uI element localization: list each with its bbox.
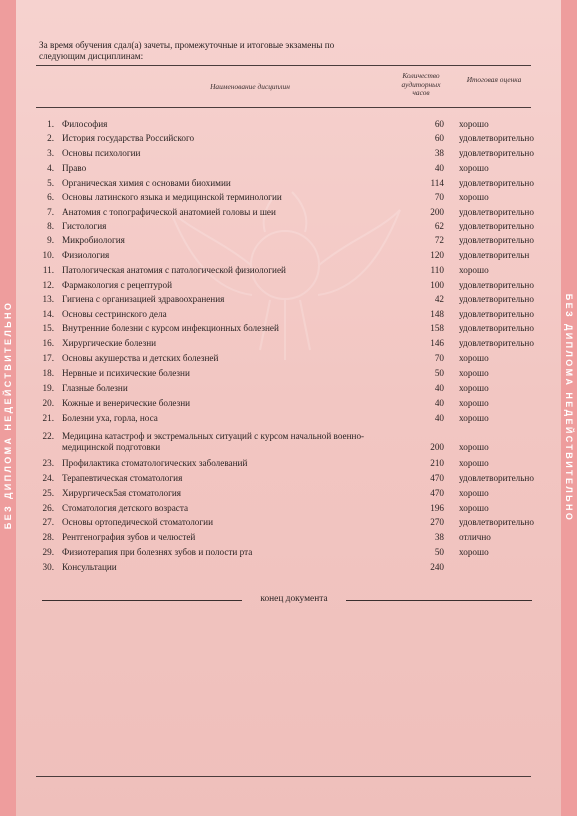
grade-value: удовлетворительно bbox=[459, 235, 534, 245]
grade-value: удовлетворительно bbox=[459, 178, 534, 188]
hours-value: 40 bbox=[434, 383, 444, 393]
end-of-document-label: конец документа bbox=[260, 594, 328, 604]
left-band-text: БЕЗ ДИПЛОМА НЕДЕЙСТВИТЕЛЬНО bbox=[3, 300, 13, 530]
grade-value: удовлетворительно bbox=[459, 323, 534, 333]
discipline-name: Анатомия с топографической анатомией головы и шеи bbox=[62, 207, 276, 217]
hours-value: 470 bbox=[430, 488, 444, 498]
discipline-name: Глазные болезни bbox=[62, 383, 128, 393]
hours-value: 50 bbox=[434, 368, 444, 378]
hours-value: 40 bbox=[434, 398, 444, 408]
row-number: 30. bbox=[42, 562, 54, 572]
row-number: 27. bbox=[42, 517, 54, 527]
hours-value: 62 bbox=[434, 221, 444, 231]
grade-value: удовлетворительно bbox=[459, 294, 534, 304]
discipline-name: Хирургические болезни bbox=[62, 338, 157, 348]
discipline-name: Патологическая анатомия с патологической физиологией bbox=[62, 265, 286, 275]
discipline-name: Кожные и венерические болезни bbox=[62, 398, 191, 408]
grade-value: удовлетворительно bbox=[459, 517, 534, 527]
grade-value: хорошо bbox=[459, 353, 489, 363]
grade-value: удовлетворительно bbox=[459, 221, 534, 231]
hours-value: 470 bbox=[430, 473, 444, 483]
grade-value: удовлетворительно bbox=[459, 473, 534, 483]
grade-value: хорошо bbox=[459, 413, 489, 423]
row-number: 6. bbox=[47, 192, 54, 202]
grade-value: удовлетворительно bbox=[459, 133, 534, 143]
hours-value: 50 bbox=[434, 547, 444, 557]
end-line-right bbox=[346, 600, 532, 601]
discipline-name: Болезни уха, горла, носа bbox=[62, 413, 158, 423]
row-number: 17. bbox=[42, 353, 54, 363]
end-line-left bbox=[42, 600, 242, 601]
row-number: 12. bbox=[42, 280, 54, 290]
hours-value: 72 bbox=[434, 235, 444, 245]
hours-value: 148 bbox=[430, 309, 444, 319]
hours-value: 42 bbox=[434, 294, 444, 304]
discipline-name: Основы сестринского дела bbox=[62, 309, 167, 319]
row-number: 5. bbox=[47, 178, 54, 188]
header-hours: Количество аудиторных часов bbox=[401, 71, 441, 98]
discipline-name: Медицина катастроф и экстремальных ситуаций с курсом начальной военно-медицинской подготовки bbox=[62, 431, 365, 452]
row-number: 22. bbox=[42, 431, 54, 441]
grade-value: хорошо bbox=[459, 119, 489, 129]
grade-value: отлично bbox=[459, 532, 491, 542]
table-top-rule bbox=[36, 65, 531, 66]
grade-value: хорошо bbox=[459, 488, 489, 498]
discipline-name: Основы латинского языка и медицинской терминологии bbox=[62, 192, 282, 202]
hours-value: 70 bbox=[434, 192, 444, 202]
discipline-name: Микробиология bbox=[62, 235, 125, 245]
discipline-name: Терапевтическая стоматология bbox=[62, 473, 183, 483]
row-number: 20. bbox=[42, 398, 54, 408]
row-number: 28. bbox=[42, 532, 54, 542]
discipline-name: Право bbox=[62, 163, 87, 173]
hours-value: 158 bbox=[430, 323, 444, 333]
grade-value: хорошо bbox=[459, 442, 489, 452]
row-number: 14. bbox=[42, 309, 54, 319]
row-number: 8. bbox=[47, 221, 54, 231]
row-number: 1. bbox=[47, 119, 54, 129]
grade-value: хорошо bbox=[459, 458, 489, 468]
hours-value: 100 bbox=[430, 280, 444, 290]
row-number: 23. bbox=[42, 458, 54, 468]
discipline-name: История государства Российского bbox=[62, 133, 195, 143]
discipline-name: Внутренние болезни с курсом инфекционных болезней bbox=[62, 323, 279, 333]
grade-value: хорошо bbox=[459, 383, 489, 393]
discipline-name: Гистология bbox=[62, 221, 107, 231]
grade-value: хорошо bbox=[459, 503, 489, 513]
grade-value: хорошо bbox=[459, 265, 489, 275]
hours-value: 240 bbox=[430, 562, 444, 572]
hours-value: 70 bbox=[434, 353, 444, 363]
header-grade: Итоговая оценка bbox=[466, 75, 522, 84]
grade-value: хорошо bbox=[459, 368, 489, 378]
grade-value: хорошо bbox=[459, 163, 489, 173]
grade-value: удовлетворительно bbox=[459, 309, 534, 319]
row-number: 26. bbox=[42, 503, 54, 513]
hours-value: 60 bbox=[434, 119, 444, 129]
row-number: 9. bbox=[47, 235, 54, 245]
grade-value: удовлетворительно bbox=[459, 280, 534, 290]
discipline-name: Органическая химия с основами биохимии bbox=[62, 178, 231, 188]
grade-value: удовлетворительно bbox=[459, 207, 534, 217]
row-number: 2. bbox=[47, 133, 54, 143]
hours-value: 110 bbox=[430, 265, 444, 275]
discipline-name: Философия bbox=[62, 119, 108, 129]
grade-value: хорошо bbox=[459, 192, 489, 202]
discipline-name: Основы психологии bbox=[62, 148, 141, 158]
row-number: 18. bbox=[42, 368, 54, 378]
grade-value: хорошо bbox=[459, 398, 489, 408]
row-number: 4. bbox=[47, 163, 54, 173]
row-number: 10. bbox=[42, 250, 54, 260]
hours-value: 146 bbox=[430, 338, 444, 348]
discipline-name: Фармакология с рецептурой bbox=[62, 280, 173, 290]
discipline-name: Основы акушерства и детских болезней bbox=[62, 353, 219, 363]
discipline-name: Нервные и психические болезни bbox=[62, 368, 190, 378]
hours-value: 270 bbox=[430, 517, 444, 527]
discipline-name: Физиотерапия при болезнях зубов и полости рта bbox=[62, 547, 253, 557]
discipline-name: Стоматология детского возраста bbox=[62, 503, 189, 513]
row-number: 21. bbox=[42, 413, 54, 423]
discipline-name: Рентгенография зубов и челюстей bbox=[62, 532, 196, 542]
hours-value: 210 bbox=[430, 458, 444, 468]
discipline-name: Профилактика стоматологических заболеваний bbox=[62, 458, 248, 468]
row-number: 29. bbox=[42, 547, 54, 557]
row-number: 25. bbox=[42, 488, 54, 498]
hours-value: 120 bbox=[430, 250, 444, 260]
row-number: 7. bbox=[47, 207, 54, 217]
discipline-name: Консультации bbox=[62, 562, 117, 572]
hours-value: 200 bbox=[430, 442, 444, 452]
hours-value: 40 bbox=[434, 163, 444, 173]
hours-value: 196 bbox=[430, 503, 444, 513]
row-number: 19. bbox=[42, 383, 54, 393]
hours-value: 114 bbox=[430, 178, 444, 188]
grade-value: удовлетворительн bbox=[459, 250, 530, 260]
header-disciplines: Наименование дисциплин bbox=[210, 82, 290, 91]
hours-value: 200 bbox=[430, 207, 444, 217]
discipline-name: Основы ортопедической стоматологии bbox=[62, 517, 213, 527]
hours-value: 38 bbox=[434, 148, 444, 158]
hours-value: 40 bbox=[434, 413, 444, 423]
right-band-text: БЕЗ ДИПЛОМА НЕДЕЙСТВИТЕЛЬНО bbox=[564, 293, 574, 523]
row-number: 11. bbox=[42, 265, 54, 275]
row-number: 24. bbox=[42, 473, 54, 483]
table-bottom-rule bbox=[36, 776, 531, 777]
table-header-rule bbox=[36, 107, 531, 108]
grade-value: удовлетворительно bbox=[459, 338, 534, 348]
grade-value: хорошо bbox=[459, 547, 489, 557]
discipline-name: Физиология bbox=[62, 250, 110, 260]
discipline-name: Хирургическ5ая стоматология bbox=[62, 488, 181, 498]
hours-value: 60 bbox=[434, 133, 444, 143]
intro-text: За время обучения сдал(а) зачеты, промежуточные и итоговые экзамены по следующим дисциплинам: bbox=[39, 40, 335, 61]
row-number: 15. bbox=[42, 323, 54, 333]
row-number: 16. bbox=[42, 338, 54, 348]
row-number: 3. bbox=[47, 148, 54, 158]
discipline-name: Гигиена с организацией здравоохранения bbox=[62, 294, 225, 304]
row-number: 13. bbox=[42, 294, 54, 304]
hours-value: 38 bbox=[434, 532, 444, 542]
grade-value: удовлетворительно bbox=[459, 148, 534, 158]
